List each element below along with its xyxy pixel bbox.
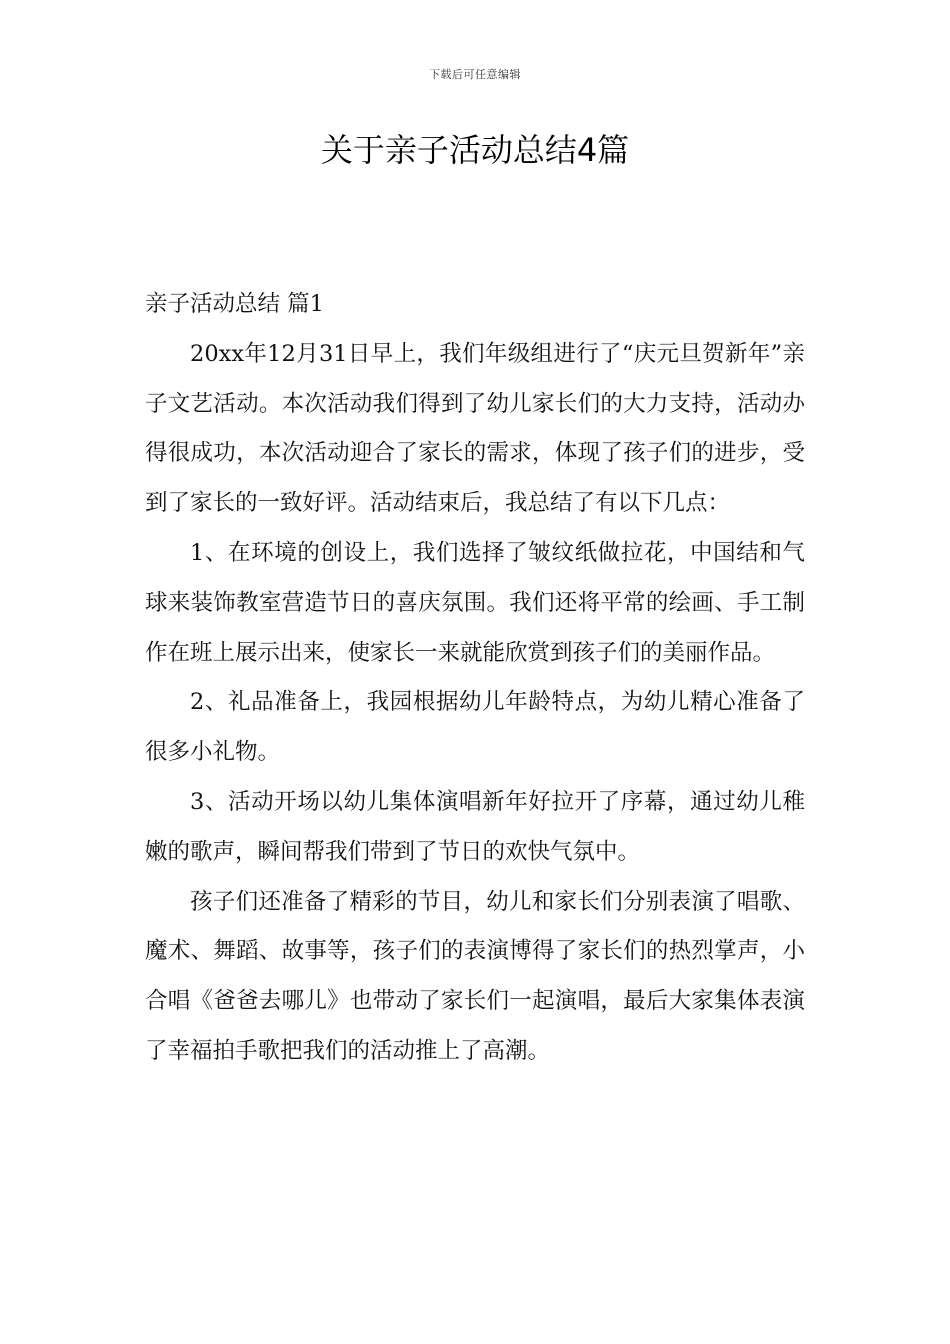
paragraph-point-1: 1、在环境的创设上，我们选择了皱纹纸做拉花，中国结和气球来装饰教室营造节日的喜庆氛围。我们还将平常的绘画、手工制作在班上展示出来，使家长一来就能欣赏到孩子们的美丽作品。: [145, 539, 805, 666]
paragraph-point-3: 3、活动开场以幼儿集体演唱新年好拉开了序幕，通过幼儿稚嫩的歌声，瞬间帮我们带到了节日的欢快气氛中。: [145, 788, 805, 865]
document-title: 关于亲子活动总结4篇: [320, 131, 630, 169]
header-note: 下载后可任意编辑: [429, 68, 521, 81]
paragraph-intro: 20xx年12月31日早上，我们年级组进行了“庆元旦贺新年”亲子文艺活动。本次活动我们得到了幼儿家长们的大力支持，活动办得很成功，本次活动迎合了家长的需求，体现了孩子们的进步，受到了家长的一致好评。活动结束后，我总结了有以下几点：: [145, 340, 805, 517]
paragraph-performances: 孩子们还准备了精彩的节目，幼儿和家长们分别表演了唱歌、魔术、舞蹈、故事等，孩子们的表演博得了家长们的热烈掌声，小合唱《爸爸去哪儿》也带动了家长们一起演唱，最后大家集体表演了幸福拍手歌把我们的活动推上了高潮。: [145, 888, 805, 1064]
document-body: [145, 280, 805, 1077]
paragraph-point-2: 2、礼品准备上，我园根据幼儿年龄特点，为幼儿精心准备了很多小礼物。: [145, 689, 805, 766]
section-heading: 亲子活动总结 篇1: [145, 291, 324, 317]
